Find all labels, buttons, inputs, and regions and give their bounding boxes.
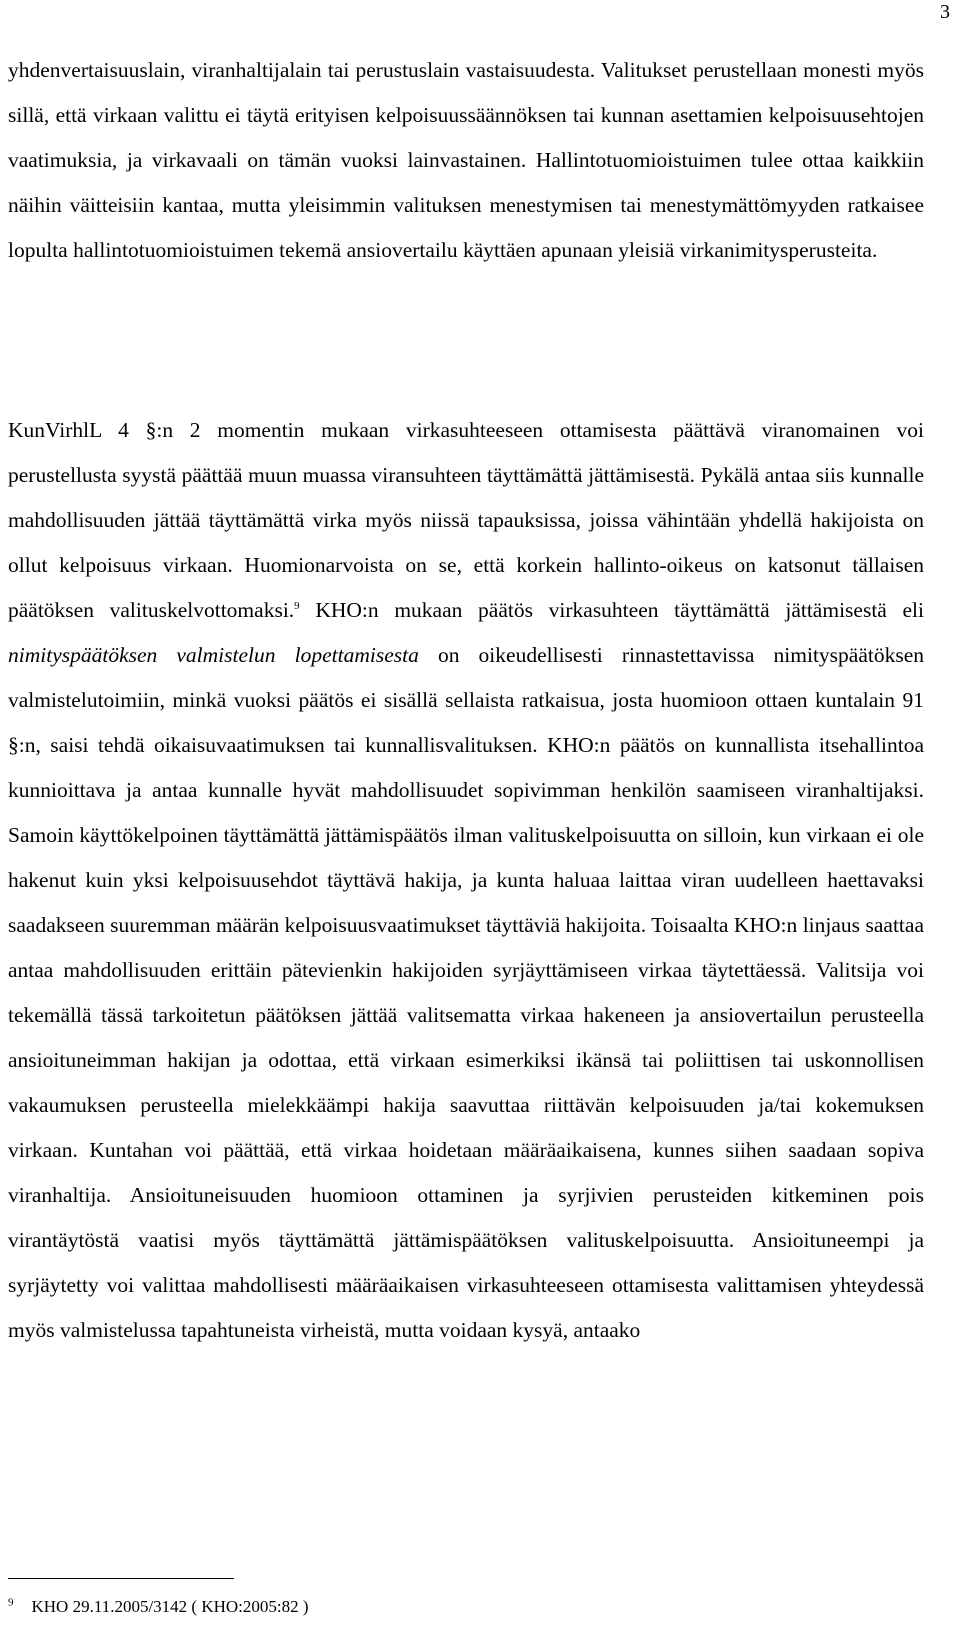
footnote-number: 9	[8, 1596, 14, 1609]
paragraph-1: yhdenvertaisuuslain, viranhaltijalain tai perustuslain vastaisuudesta. Valitukset perustellaan monesti myös sillä, että virkaan valittu ei täytä erityisen kelpoisuussäännöksen tai kunnan asettamien kelpoisuusehtojen vaatimuksia, ja virkavaali on tämän vuoksi lainvastainen. Hallintotuomioistuimen tulee ottaa kaikkiin näihin väitteisiin kantaa, mutta yleisimmin valituksen menestymisen tai menestymättömyyden ratkaisee lopulta hallintotuomioistuimen tekemä ansiovertailu käyttäen apunaan yleisiä virkanimitysperusteita.	[8, 58, 924, 262]
paragraph-2-text-c: on oikeudellisesti rinnastettavissa nimityspäätöksen valmistelutoimiin, minkä vuoksi päätös ei sisällä sellaista ratkaisua, josta huomioon ottaen kuntalain 91 §:n, saisi tehdä oikaisuvaatimuksen tai kunnallisvalituksen. KHO:n päätös on kunnallista itsehallintoa kunnioittava ja antaa kunnalle hyvät mahdollisuudet sopivimman henkilön saamiseen viranhaltijaksi. Samoin käyttökelpoinen täyttämättä jättämispäätös ilman valituskelpoisuutta on silloin, kun virkaan ei ole hakenut kuin yksi kelpoisuusehdot täyttävä hakija, ja kunta haluaa laittaa viran uudelleen haettavaksi saadakseen suuremman määrän kelpoisuusvaatimukset täyttäviä hakijoita. Toisaalta KHO:n linjaus saattaa antaa mahdollisuuden erittäin pätevienkin hakijoiden syrjäyttämiseen virkaa täytettäessä. Valitsija voi tekemällä tässä tarkoitetun päätöksen jättää valitsematta virkaa hakeneen ja ansiovertailun perusteella ansioituneimman hakijan ja odottaa, että virkaan esimerkiksi ikänsä tai poliittisen tai uskonnollisen vakaumuksen perusteella mielekkäämpi hakija saavuttaa riittävän kelpoisuuden ja/tai kokemuksen virkaan. Kuntahan voi päättää, että virkaa hoidetaan määräaikaisena, kunnes siihen saadaan sopiva viranhaltija. Ansioituneisuuden huomioon ottaminen ja syrjivien perusteiden kitkeminen pois virantäytöstä vaatisi myös täyttämättä jättämispäätöksen valituskelpoisuutta. Ansioituneempi ja syrjäytetty voi valittaa mahdollisesti määräaikaisen virkasuhteeseen ottamisesta valittamisen yhteydessä myös valmistelussa tapahtuneista virheistä, mutta voidaan kysyä, antaako	[8, 643, 925, 1342]
italic-phrase: nimityspäätöksen valmistelun lopettamisesta	[8, 643, 419, 667]
footnote	[8, 1594, 309, 1620]
footnote-separator	[8, 1578, 234, 1579]
paragraph-2-text-a: KunVirhlL 4 §:n 2 momentin mukaan virkasuhteeseen ottamisesta päättävä viranomainen voi perustellusta syystä päättää muun muassa viransuhteen täyttämättä jättämisestä. Pykälä antaa siis kunnalle mahdollisuuden jättää täyttämättä virka myös niissä tapauksissa, joissa vähintään yhdellä hakijoista on ollut kelpoisuus virkaan. Huomionarvoista on se, että korkein hallinto-oikeus on katsonut tällaisen päätöksen valituskelvottomaksi.	[8, 418, 924, 622]
paragraph-2	[8, 408, 924, 1353]
paragraph-2-text-b: KHO:n mukaan päätös virkasuhteen täyttämättä jättämisestä eli	[299, 598, 924, 622]
footnote-reference: 9	[294, 599, 300, 612]
page-number: 3	[940, 1, 950, 23]
footnote-text: KHO 29.11.2005/3142 ( KHO:2005:82 )	[31, 1597, 309, 1616]
